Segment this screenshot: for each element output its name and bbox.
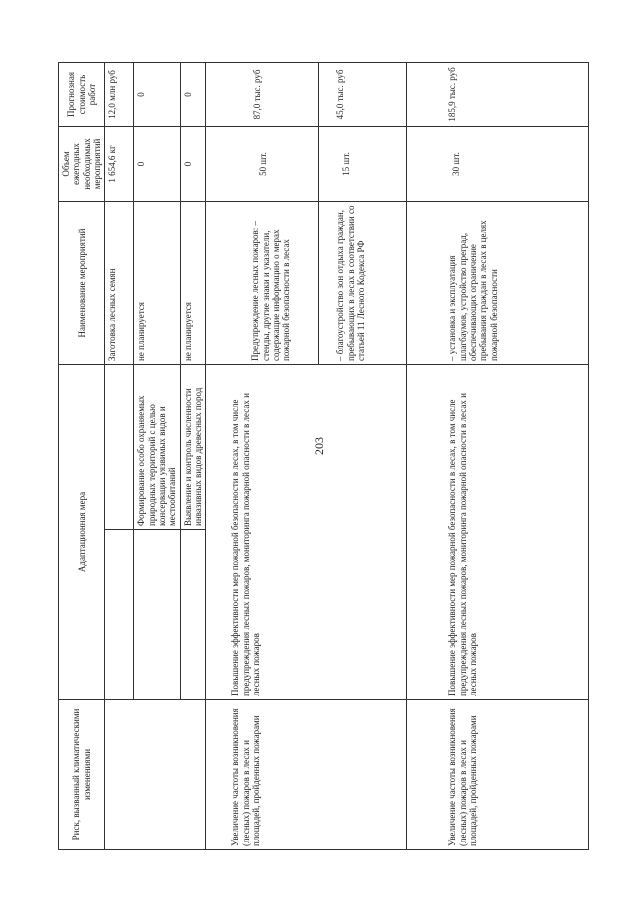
measure-sep-cell: [180, 530, 206, 700]
table-header-row: [59, 63, 105, 850]
risk-cell: Увеличение частоты возникновения (лесных) пожаров в лесах и площадей, пройденных пожарами: [407, 700, 589, 850]
measure-cell: Выявление и контроль численности инвазивных видов древесных пород: [180, 365, 206, 530]
table-row: [105, 63, 134, 850]
cost-cell: 0: [134, 63, 180, 127]
adaptation-measures-table: [58, 62, 589, 850]
header-volume: Объем ежегодных необходимых мероприятий: [59, 127, 105, 202]
event-cell: – благоустройство зон отдыха граждан, пребывающих в лесах в соответствии со статьей 11 Лесного Кодекса РФ: [319, 202, 407, 365]
measure-cell: Формирование особо охраняемых природных территорий с целью консервации уязвимых видов и местообитаний: [134, 365, 180, 530]
table-row: [407, 63, 589, 850]
volume-cell: 0: [180, 127, 206, 202]
cost-cell: 185,9 тыс. руб: [407, 63, 589, 127]
measure-cell-empty-2: [105, 365, 134, 530]
volume-cell: 15 шт.: [319, 127, 407, 202]
volume-cell: 30 шт.: [407, 127, 589, 202]
header-risk: Риск, вызванный климатическими изменениями: [59, 700, 105, 850]
header-measure: Адаптационная мера: [59, 365, 105, 700]
measure-cell-empty: [105, 530, 134, 700]
risk-cell: Увеличение частоты возникновения (лесных) пожаров в лесах и площадей, пройденных пожарами: [206, 700, 407, 850]
event-cell: не планируется: [134, 202, 180, 365]
cost-cell: 87,0 тыс. руб: [206, 63, 319, 127]
measure-cell: Повышение эффективности мер пожарной безопасности в лесах, в том числе предупреждения лесных пожаров, мониторинга пожарной опасности в лесах и лесных пожаров: [206, 365, 407, 700]
cost-cell: 12,0 млн руб: [105, 63, 134, 127]
event-cell: Заготовка лесных семян: [105, 202, 134, 365]
event-cell: – установка и эксплуатация шлагбаумов, устройство преград, обеспечивающих ограничение пребывания граждан в лесах в целях пожарной безопасности: [407, 202, 589, 365]
event-cell: не планируется: [180, 202, 206, 365]
volume-cell: 50 шт.: [206, 127, 319, 202]
volume-cell: 0: [134, 127, 180, 202]
header-event: Наименование мероприятий: [59, 202, 105, 365]
rotated-table-container: [58, 63, 556, 850]
measure-cell: Повышение эффективности мер пожарной безопасности в лесах, в том числе предупреждения лесных пожаров, мониторинга пожарной опасности в лесах и лесных пожаров: [407, 365, 589, 700]
measure-sep-cell: [134, 530, 180, 700]
event-cell: Предупреждение лесных пожаров: – стенды, другие знаки и указатели, содержащие информацию о мерах пожарной безопасности в лесах: [206, 202, 319, 365]
table-row: [206, 63, 319, 850]
risk-cell-empty: [105, 700, 206, 850]
page-number: 203: [312, 437, 326, 455]
cost-cell: 45,0 тыс. руб: [319, 63, 407, 127]
volume-cell: 1 654,6 кг: [105, 127, 134, 202]
header-cost: Прогнозная стоимость работ: [59, 63, 105, 127]
cost-cell: 0: [180, 63, 206, 127]
